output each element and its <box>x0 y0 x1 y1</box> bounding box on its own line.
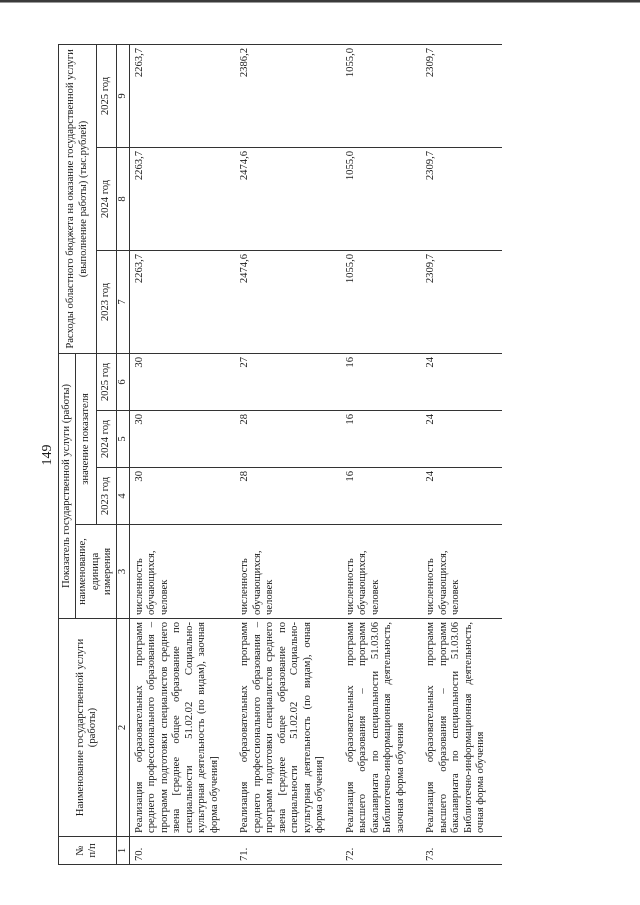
header-no: № п/п <box>59 837 117 865</box>
value-2025: 24 <box>421 353 502 410</box>
expense-2025: 2263,7 <box>129 44 235 147</box>
value-2024: 16 <box>341 411 422 468</box>
expense-2023: 2309,7 <box>421 250 502 353</box>
header-indicator-name: наименование, единица измерения <box>76 525 117 619</box>
value-2023: 16 <box>341 468 422 525</box>
expense-2024: 2309,7 <box>421 147 502 250</box>
row-number: 71. <box>235 837 341 865</box>
value-2025: 30 <box>129 353 235 410</box>
column-number: 4 <box>116 468 129 525</box>
table-row <box>235 44 341 864</box>
indicator-name: численность обучающихся, человек <box>129 525 235 619</box>
column-number: 8 <box>116 147 129 250</box>
value-2024: 24 <box>421 411 502 468</box>
service-name: Реализация образовательных программ высшего образования – программ бакалавриата по специальности 51.03.06 Библиотечно-информационная деятельность, заочная форма обучения <box>341 619 422 837</box>
service-name: Реализация образовательных программ высшего образования – программ бакалавриата по специальности 51.03.06 Библиотечно-информационная деятельность, очная форма обучения <box>421 619 502 837</box>
row-number: 73. <box>421 837 502 865</box>
column-number-row <box>116 44 129 864</box>
service-name: Реализация образовательных программ среднего профессионального образования – программ подготовки специалистов среднего звена [среднее общее образование по специальности 51.02.02 Социально-культурная деятельность (по видам), заочная форма обучения] <box>129 619 235 837</box>
value-2023: 30 <box>129 468 235 525</box>
indicator-name: численность обучающихся, человек <box>341 525 422 619</box>
value-2024: 30 <box>129 411 235 468</box>
value-2023: 24 <box>421 468 502 525</box>
header-expense-year-2023: 2023 год <box>97 250 116 353</box>
column-number: 2 <box>116 619 129 837</box>
expense-2025: 2309,7 <box>421 44 502 147</box>
value-2025: 16 <box>341 353 422 410</box>
value-2023: 28 <box>235 468 341 525</box>
expense-2023: 1055,0 <box>341 250 422 353</box>
rotated-page <box>40 45 600 865</box>
indicator-name: численность обучающихся, человек <box>235 525 341 619</box>
expense-2024: 1055,0 <box>341 147 422 250</box>
header-indicator-value: значение показателя <box>76 353 97 524</box>
expense-2025: 1055,0 <box>341 44 422 147</box>
header-value-year-2024: 2024 год <box>97 411 116 468</box>
expense-2024: 2474,6 <box>235 147 341 250</box>
row-number: 70. <box>129 837 235 865</box>
budget-table <box>58 44 502 865</box>
column-number: 3 <box>116 525 129 619</box>
header-expense-group: Расходы областного бюджета на оказание государственной услуги (выполнение работы) (тыс.рублей) <box>59 44 97 353</box>
table-row <box>421 44 502 864</box>
expense-2025: 2386,2 <box>235 44 341 147</box>
column-number: 1 <box>116 837 129 865</box>
header-value-year-2023: 2023 год <box>97 468 116 525</box>
header-indicator-group: Показатель государственной услуги (работы) <box>59 353 76 618</box>
expense-2023: 2474,6 <box>235 250 341 353</box>
expense-2024: 2263,7 <box>129 147 235 250</box>
header-expense-year-2025: 2025 год <box>97 44 116 147</box>
table-row <box>341 44 422 864</box>
row-number: 72. <box>341 837 422 865</box>
header-service-name: Наименование государственной услуги (работы) <box>59 619 117 837</box>
header-value-year-2025: 2025 год <box>97 353 116 410</box>
column-number: 7 <box>116 250 129 353</box>
page-number: 149 <box>40 444 55 466</box>
column-number: 9 <box>116 44 129 147</box>
value-2024: 28 <box>235 411 341 468</box>
column-number: 5 <box>116 411 129 468</box>
table-row <box>129 44 235 864</box>
expense-2023: 2263,7 <box>129 250 235 353</box>
value-2025: 27 <box>235 353 341 410</box>
column-number: 6 <box>116 353 129 410</box>
header-expense-year-2024: 2024 год <box>97 147 116 250</box>
scan-edge-shadow <box>0 2 640 3</box>
service-name: Реализация образовательных программ среднего профессионального образования – программ подготовки специалистов среднего звена [среднее общее образование по специальности 51.02.02 Социально-культурная деятельность (по видам), очная форма обучения] <box>235 619 341 837</box>
indicator-name: численность обучающихся, человек <box>421 525 502 619</box>
